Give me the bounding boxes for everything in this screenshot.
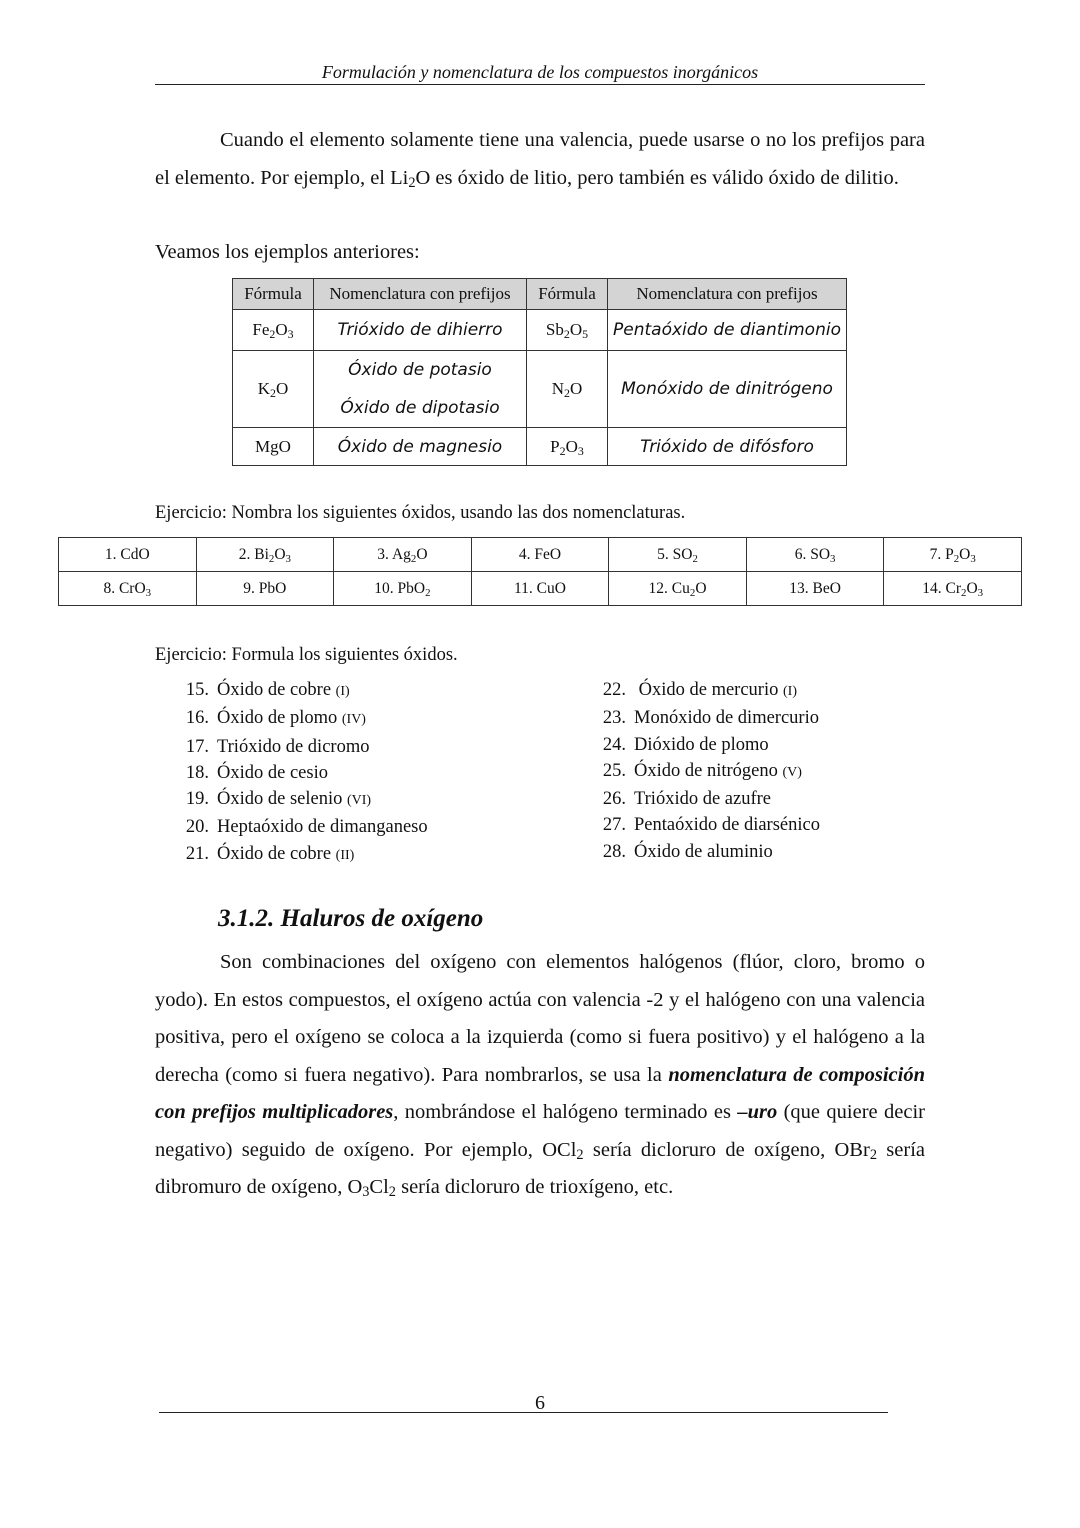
item-number: 17. [185, 736, 209, 757]
name-cell [608, 351, 847, 428]
exercise-cell [471, 538, 609, 572]
item-number: 26. [602, 789, 626, 810]
page-number: 6 [535, 1392, 545, 1414]
text-run: sería dicloruro de oxígeno, OBr [583, 1138, 870, 1161]
subscript: 2 [961, 586, 967, 599]
text-run: O [569, 320, 583, 339]
subscript: 2 [388, 1184, 396, 1200]
item-text: Dióxido de plomo [634, 734, 769, 755]
table-row [59, 538, 1022, 572]
list-item [593, 786, 820, 812]
subscript: 3 [830, 552, 836, 565]
list-item [176, 705, 428, 733]
name-line: Óxido de potasio [348, 360, 492, 380]
exercise-cell [884, 538, 1022, 572]
subscript: 3 [285, 552, 291, 565]
item-number: 22. [602, 680, 626, 700]
text-run: Fe [252, 320, 270, 339]
table-row [233, 351, 847, 428]
list-item [593, 758, 820, 786]
item-valence: (VI) [347, 793, 372, 809]
item-valence: (II) [335, 847, 355, 863]
text-run: MgO [255, 436, 291, 456]
item-text: Óxido de nitrógeno [634, 760, 783, 781]
list-item [593, 732, 820, 758]
exercise-cell [471, 572, 609, 606]
section-paragraph [155, 944, 925, 1207]
text-run: Son combinaciones del oxígeno con elementos halógenos (flúor, cloro, bromo o yodo). En estos compuestos, el oxígeno actúa con valencia -2 y el halógeno con una valencia positiva, pero el oxígeno se coloca a la izquierda (como si fuera positivo) y el halógeno a la derecha (como si fuera negativo). Para nombrarlos, se usa la [155, 951, 925, 1086]
table-row [233, 428, 847, 466]
item-valence: (I) [783, 684, 797, 699]
subscript: 2 [270, 386, 276, 400]
text-run: 8. CrO [103, 579, 146, 597]
item-number: 25. [602, 760, 626, 781]
text-run: O [569, 379, 583, 398]
name-cell [314, 310, 527, 351]
item-text: Trióxido de dicromo [217, 736, 370, 757]
exercise-cell [746, 572, 884, 606]
subscript: 2 [576, 1146, 584, 1163]
table-row [59, 572, 1022, 606]
formula-cell [527, 351, 608, 428]
text-run: 10. PbO [374, 579, 426, 597]
exercise-cell [609, 572, 747, 606]
subscript: 2 [268, 552, 275, 565]
item-text: Óxido de cesio [217, 762, 328, 783]
text-run: O es óxido de litio, pero también es válido óxido de dilitio. [415, 166, 899, 189]
item-valence: (IV) [341, 712, 366, 728]
subscript: 2 [953, 552, 960, 565]
item-text: Pentaóxido de diarsénico [634, 815, 820, 836]
item-number: 19. [185, 789, 209, 810]
text-run: Cl [369, 1176, 389, 1198]
item-number: 23. [602, 708, 626, 729]
subscript: 5 [582, 327, 589, 341]
table-header-cell: Nomenclatura con prefijos [314, 279, 527, 310]
exercise-cell [59, 572, 197, 606]
text-run: 14. Cr [922, 579, 962, 597]
exercise-cell [196, 538, 334, 572]
text-run: 5. SO [657, 545, 693, 563]
item-text: Óxido de plomo [217, 708, 342, 729]
text-run: N [551, 379, 565, 398]
text-run: 7. P [929, 545, 954, 563]
examples-table-header [233, 279, 847, 310]
item-number: 28. [602, 841, 626, 862]
name-line: Óxido de magnesio [337, 436, 503, 457]
name-line: Pentaóxido de diantimonio [613, 320, 841, 340]
exercise-cell [334, 538, 472, 572]
subscript: 2 [559, 443, 566, 458]
subscript: 2 [425, 586, 431, 599]
text-run: O [565, 436, 578, 456]
text-run: 3. Ag [377, 545, 411, 563]
subscript: 3 [970, 552, 976, 565]
subscript: 2 [869, 1146, 877, 1163]
text-run: 6. SO [794, 545, 831, 563]
text-run: Sb [545, 320, 564, 339]
formula-cell [233, 428, 314, 466]
text-run: 13. BeO [789, 579, 841, 597]
subscript: 3 [287, 327, 294, 341]
item-number: 15. [185, 680, 209, 700]
exercise2-title: Ejercicio: Formula los siguientes óxidos. [155, 645, 458, 665]
item-number: 18. [185, 762, 209, 783]
footer-rule [159, 1412, 888, 1413]
subscript: 2 [563, 327, 570, 341]
item-number: 20. [185, 817, 209, 838]
text-run: , nombrándose el halógeno terminado es [393, 1101, 738, 1123]
list-item [593, 812, 820, 838]
item-text: Monóxido de dimercurio [634, 708, 819, 729]
subscript: 2 [692, 552, 698, 565]
item-text: Óxido de selenio [217, 789, 347, 810]
exercise-cell [746, 538, 884, 572]
text-run: O [275, 320, 288, 339]
section-heading: 3.1.2. Haluros de oxígeno [218, 905, 484, 932]
item-text: Heptaóxido de dimanganeso [217, 817, 428, 838]
exercise1-title: Ejercicio: Nombra los siguientes óxidos, usando las dos nomenclaturas. [155, 503, 686, 523]
exercise-cell [334, 572, 472, 606]
item-text: Óxido de aluminio [634, 841, 773, 862]
text-run: 1. CdO [104, 545, 150, 563]
subscript: 2 [410, 552, 417, 565]
text-run: O [274, 545, 286, 563]
text-run: O [695, 579, 707, 597]
emphasis-text: nomenclatura de composición con prefijos multiplicadores [155, 1063, 925, 1123]
examples-table [232, 278, 847, 466]
text-run: P [550, 436, 560, 456]
exercise1-table [58, 537, 1022, 606]
subscript: 2 [689, 586, 696, 599]
text-run: K [257, 379, 271, 398]
text-run: Cuando el elemento solamente tiene una valencia, puede usarse o no los prefijos para el elemento. Por ejemplo, el Li [155, 129, 925, 189]
formula-cell [527, 428, 608, 466]
table-header-cell: Nomenclatura con prefijos [608, 279, 847, 310]
name-cell [314, 428, 527, 466]
subscript: 2 [269, 327, 276, 341]
item-number: 21. [185, 843, 209, 864]
exercise-cell [884, 572, 1022, 606]
exercise-cell [196, 572, 334, 606]
name-line: Trióxido de difósforo [640, 436, 814, 457]
formula-cell [233, 351, 314, 428]
item-valence: (V) [782, 764, 802, 780]
text-run: sería dibromuro de oxígeno, O [155, 1138, 925, 1198]
subscript: 3 [362, 1184, 370, 1200]
table-header-cell: Fórmula [527, 279, 608, 310]
table-row [233, 310, 847, 351]
text-run: sería dicloruro de trioxígeno, etc. [395, 1176, 674, 1198]
item-text: Óxido de mercurio [634, 680, 783, 700]
exercise2-list-right [593, 677, 820, 865]
item-number: 24. [602, 734, 626, 755]
name-line: Óxido de dipotasio [340, 398, 500, 418]
name-line: Trióxido de dihierro [337, 320, 503, 340]
intro-paragraph [155, 122, 925, 197]
list-item [593, 677, 820, 705]
formula-cell [527, 310, 608, 351]
list-item [176, 841, 428, 869]
exercise-cell [59, 538, 197, 572]
item-number: 16. [185, 708, 209, 729]
list-item [593, 705, 820, 731]
text-run: 4. FeO [518, 545, 562, 563]
list-item [176, 760, 428, 786]
list-item [176, 677, 428, 705]
text-run: (que quiere decir negativo) seguido de oxígeno. Por ejemplo, OCl [155, 1101, 926, 1161]
text-run: 12. Cu [648, 579, 690, 597]
text-run: O [416, 545, 428, 563]
subscript: 3 [145, 586, 152, 599]
table-header-cell: Fórmula [233, 279, 314, 310]
name-cell [608, 310, 847, 351]
name-cell [608, 428, 847, 466]
subscript: 3 [577, 443, 584, 458]
list-item [176, 786, 428, 814]
item-number: 27. [602, 815, 626, 836]
exercise2-list-left [176, 677, 428, 869]
subscript: 2 [408, 174, 416, 191]
item-text: Trióxido de azufre [634, 789, 772, 810]
emphasis-text: –uro [737, 1101, 778, 1123]
subscript: 3 [977, 586, 984, 599]
item-text: Óxido de cobre [217, 843, 336, 864]
name-cell [314, 351, 527, 428]
exercise-cell [609, 538, 747, 572]
page-header: Formulación y nomenclatura de los compuestos inorgánicos [155, 60, 925, 85]
text-run: 2. Bi [238, 545, 269, 563]
text-run: O [959, 545, 971, 563]
list-item [593, 839, 820, 865]
text-run: 9. PbO [243, 579, 287, 597]
item-text: Óxido de cobre [217, 680, 336, 700]
formula-cell [233, 310, 314, 351]
list-item [176, 734, 428, 760]
text-run: O [275, 379, 289, 398]
subscript: 2 [564, 386, 570, 400]
text-run: 11. CuO [513, 579, 566, 597]
name-line: Monóxido de dinitrógeno [621, 379, 833, 399]
list-item [176, 814, 428, 840]
item-valence: (I) [335, 684, 350, 699]
text-run: O [966, 579, 978, 597]
intro-lead: Veamos los ejemplos anteriores: [155, 241, 420, 263]
